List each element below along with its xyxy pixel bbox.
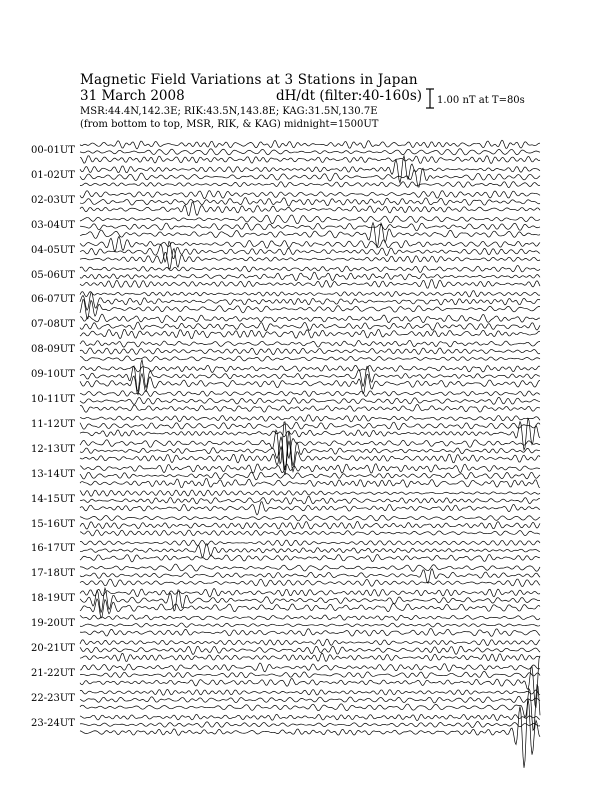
trace-rik-10-11UT <box>80 397 540 404</box>
trace-rik-07-08UT <box>80 322 540 331</box>
trace-rik-02-03UT <box>80 198 540 207</box>
row-label: 08-09UT <box>31 344 75 356</box>
row-label: 16-17UT <box>31 543 75 555</box>
station-order-note: (from bottom to top, MSR, RIK, & KAG) midnight=1500UT <box>80 119 379 130</box>
trace-kag-06-07UT <box>80 291 540 297</box>
trace-kag-18-19UT <box>80 588 540 597</box>
trace-rik-09-10UT <box>80 360 540 392</box>
trace-kag-22-23UT <box>80 689 540 695</box>
row-label: 02-03UT <box>31 194 75 206</box>
trace-msr-11-12UT <box>80 418 540 449</box>
trace-kag-17-18UT <box>80 564 540 571</box>
trace-msr-20-21UT <box>80 653 540 661</box>
trace-msr-23-24UT <box>80 699 540 768</box>
trace-rik-23-24UT <box>80 722 540 728</box>
trace-rik-22-23UT <box>80 696 540 703</box>
trace-msr-18-19UT <box>80 599 540 618</box>
trace-rik-17-18UT <box>80 569 540 583</box>
row-label: 22-23UT <box>31 692 75 704</box>
row-label: 00-01UT <box>31 145 75 156</box>
trace-msr-15-16UT <box>80 530 540 536</box>
trace-rik-21-22UT <box>80 671 540 678</box>
chart-date: 31 March 2008 <box>80 88 185 104</box>
trace-rik-19-20UT <box>80 623 540 627</box>
trace-kag-23-24UT <box>80 714 540 720</box>
trace-msr-17-18UT <box>80 579 540 587</box>
trace-rik-12-13UT <box>80 431 540 471</box>
row-label: 01-02UT <box>31 169 75 181</box>
trace-rik-15-16UT <box>80 522 540 530</box>
trace-kag-07-08UT <box>80 314 540 323</box>
trace-msr-03-04UT <box>80 223 540 248</box>
chart-title: Magnetic Field Variations at 3 Stations in Japan <box>80 72 418 88</box>
trace-msr-05-06UT <box>80 280 540 289</box>
row-label: 20-21UT <box>31 643 75 654</box>
trace-kag-20-21UT <box>80 639 540 646</box>
trace-kag-05-06UT <box>80 266 540 273</box>
trace-kag-08-09UT <box>80 340 540 347</box>
row-label: 17-18UT <box>31 568 75 580</box>
trace-kag-00-01UT <box>80 140 540 149</box>
trace-msr-01-02UT <box>80 182 540 188</box>
trace-kag-03-04UT <box>80 215 540 224</box>
row-label: 13-14UT <box>31 468 75 480</box>
row-label: 03-04UT <box>31 219 75 231</box>
row-label: 07-08UT <box>31 319 75 331</box>
row-label: 05-06UT <box>31 269 75 281</box>
row-label: 09-10UT <box>31 369 75 381</box>
trace-kag-10-11UT <box>80 391 540 397</box>
trace-rik-16-17UT <box>80 544 540 557</box>
trace-kag-02-03UT <box>80 191 540 199</box>
row-label: 14-15UT <box>31 493 75 505</box>
row-label: 23-24UT <box>31 717 75 729</box>
trace-msr-10-11UT <box>80 404 540 412</box>
trace-msr-19-20UT <box>80 628 540 636</box>
trace-msr-00-01UT <box>80 156 540 164</box>
chart-quantity: dH/dt (filter:40-160s) <box>276 88 423 104</box>
row-label: 12-13UT <box>31 443 75 455</box>
row-label: 19-20UT <box>31 618 75 630</box>
trace-msr-07-08UT <box>80 329 540 338</box>
trace-msr-14-15UT <box>80 502 540 515</box>
trace-kag-19-20UT <box>80 615 540 620</box>
trace-rik-08-09UT <box>80 348 540 355</box>
traces <box>80 140 540 768</box>
row-label: 10-11UT <box>31 394 75 405</box>
trace-rik-00-01UT <box>80 149 540 155</box>
row-label: 15-16UT <box>31 518 75 530</box>
trace-kag-15-16UT <box>80 515 540 521</box>
trace-msr-13-14UT <box>80 478 540 487</box>
trace-kag-21-22UT <box>80 663 540 672</box>
trace-rik-05-06UT <box>80 272 540 281</box>
trace-msr-16-17UT <box>80 555 540 562</box>
row-label: 21-22UT <box>31 667 75 679</box>
trace-kag-13-14UT <box>80 464 540 473</box>
trace-msr-22-23UT <box>80 685 540 730</box>
scale-bar <box>426 89 434 108</box>
trace-rik-13-14UT <box>80 472 540 480</box>
row-label: 06-07UT <box>31 294 75 306</box>
trace-kag-09-10UT <box>80 365 540 372</box>
trace-rik-03-04UT <box>80 223 540 231</box>
row-label: 18-19UT <box>31 593 75 605</box>
row-label: 11-12UT <box>31 418 75 430</box>
trace-kag-11-12UT <box>80 415 540 422</box>
trace-msr-08-09UT <box>80 356 540 361</box>
row-label: 04-05UT <box>31 244 75 256</box>
scale-bar-label: 1.00 nT at T=80s <box>437 95 525 106</box>
trace-rik-04-05UT <box>80 241 540 262</box>
trace-kag-14-15UT <box>80 490 540 496</box>
trace-kag-16-17UT <box>80 540 540 546</box>
trace-rik-20-21UT <box>80 646 540 654</box>
station-coordinates: MSR:44.4N,142.3E; RIK:43.5N,143.8E; KAG:31.5N,130.7E <box>80 106 378 117</box>
trace-rik-11-12UT <box>80 422 540 429</box>
trace-rik-14-15UT <box>80 496 540 504</box>
